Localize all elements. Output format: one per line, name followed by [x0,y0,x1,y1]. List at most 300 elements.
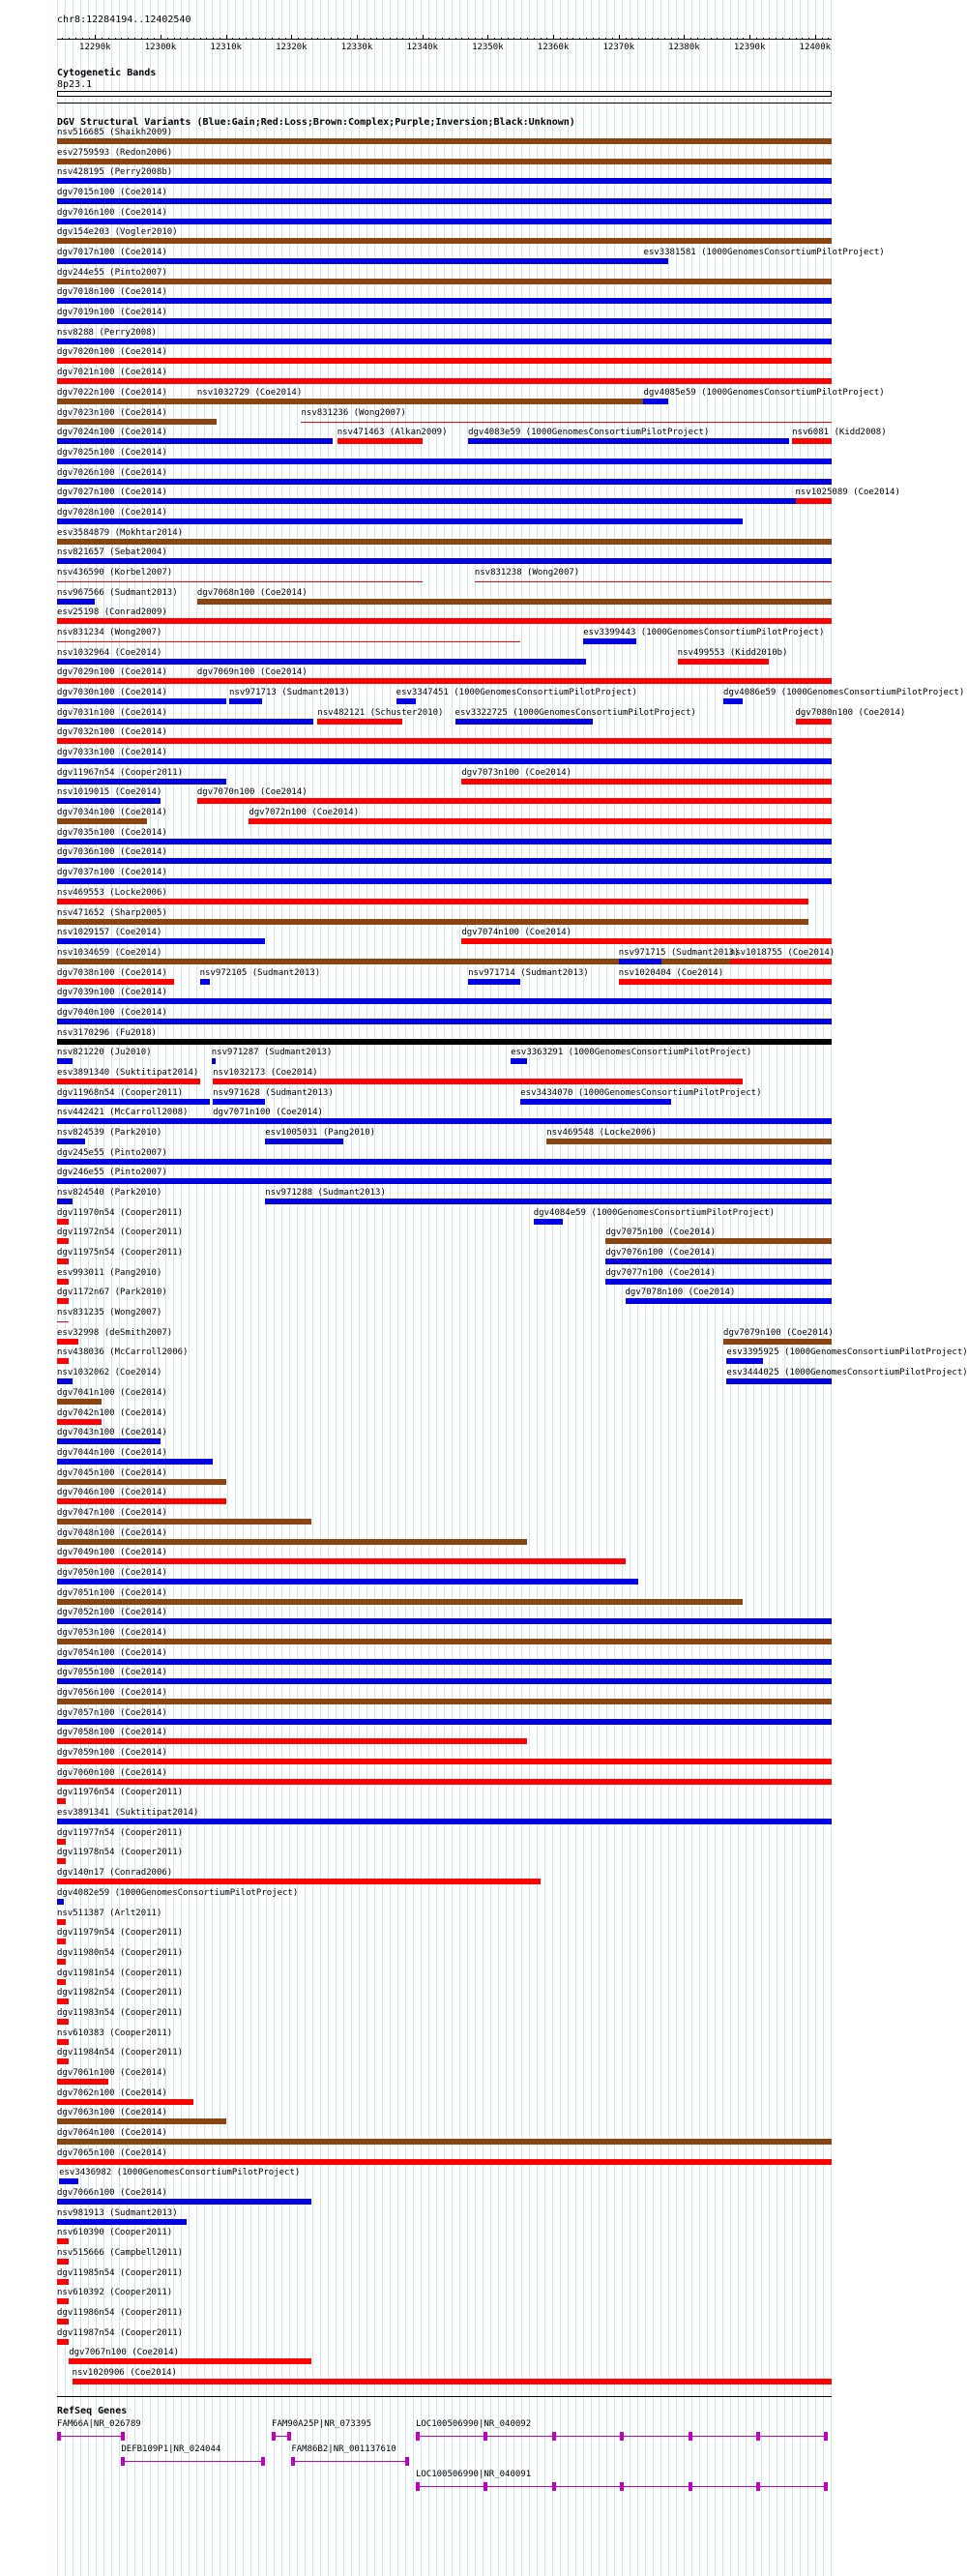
gene-exon[interactable] [552,2482,556,2491]
variant-label[interactable]: nsv1032062 (Coe2014) [57,1368,162,1378]
gene-label[interactable]: FAM86B2|NR_001137610 [291,2443,396,2454]
variant-label[interactable]: dgv7027n100 (Coe2014) [57,488,167,498]
variant-gain-bar[interactable] [534,1219,563,1225]
variant-label[interactable]: dgv4083e59 (1000GenomesConsortiumPilotProject) [468,428,710,438]
variant-label[interactable]: dgv245e55 (Pinto2007) [57,1147,167,1158]
variant-gain-bar[interactable] [57,858,832,864]
variant-label[interactable]: dgv7065n100 (Coe2014) [57,2147,167,2158]
variant-label[interactable]: nsv831234 (Wong2007) [57,628,162,637]
variant-loss-bar[interactable] [57,1238,69,1244]
variant-gain-bar[interactable] [213,1118,832,1124]
variant-loss-bar[interactable] [57,641,520,642]
variant-gain-bar[interactable] [57,198,832,204]
variant-complex-bar[interactable] [57,2118,226,2124]
variant-loss-bar[interactable] [796,719,832,725]
variant-loss-bar[interactable] [796,498,832,504]
variant-loss-bar[interactable] [57,1279,69,1285]
variant-label[interactable]: dgv11986n54 (Cooper2011) [57,2308,184,2319]
variant-gain-bar[interactable] [57,1058,73,1064]
variant-label[interactable]: dgv7073n100 (Coe2014) [461,767,572,778]
variant-loss-bar[interactable] [57,581,423,582]
variant-label[interactable]: nsv438036 (McCarroll2006) [57,1347,189,1358]
variant-label[interactable]: nsv831236 (Wong2007) [301,407,406,418]
variant-gain-bar[interactable] [57,1378,73,1384]
variant-label[interactable]: dgv7060n100 (Coe2014) [57,1767,167,1778]
variant-label[interactable]: nsv821657 (Sebat2004) [57,548,167,558]
variant-label[interactable]: dgv7037n100 (Coe2014) [57,868,167,878]
gene-label[interactable]: FAM90A25P|NR_073395 [272,2418,371,2429]
variant-loss-bar[interactable] [57,1738,527,1744]
variant-loss-bar[interactable] [57,1779,832,1785]
variant-label[interactable]: dgv4084e59 (1000GenomesConsortiumPilotProject) [533,1207,776,1218]
variant-label[interactable]: dgv7052n100 (Coe2014) [57,1608,167,1618]
variant-label[interactable]: dgv154e203 (Vogler2010) [57,227,178,238]
variant-loss-bar[interactable] [475,581,832,582]
variant-label[interactable]: dgv7030n100 (Coe2014) [57,688,167,698]
variant-gain-bar[interactable] [57,479,832,485]
variant-label[interactable]: dgv7017n100 (Coe2014) [57,248,167,258]
variant-loss-bar[interactable] [57,2298,69,2304]
gene-intron-line[interactable] [57,2436,125,2437]
gene-exon[interactable] [405,2457,409,2466]
variant-loss-bar[interactable] [337,438,423,444]
variant-gain-bar[interactable] [57,459,832,464]
variant-label[interactable]: dgv7058n100 (Coe2014) [57,1728,167,1738]
variant-complex-bar[interactable] [57,1479,226,1485]
variant-label[interactable]: dgv7076n100 (Coe2014) [605,1248,717,1258]
variant-complex-bar[interactable] [546,1139,832,1144]
variant-label[interactable]: nsv971713 (Sudmant2013) [229,688,350,698]
variant-label[interactable]: nsv499553 (Kidd2010b) [677,647,788,658]
variant-gain-bar[interactable] [57,1659,832,1665]
variant-gain-bar[interactable] [57,1438,161,1444]
variant-label[interactable]: dgv11979n54 (Cooper2011) [57,1928,184,1939]
variant-label[interactable]: nsv516685 (Shaikh2009) [57,128,173,137]
variant-gain-bar[interactable] [57,219,832,224]
variant-gain-bar[interactable] [57,2199,311,2205]
variant-label[interactable]: esv3436982 (1000GenomesConsortiumPilotProject) [59,2168,301,2178]
gene-intron-line[interactable] [291,2461,409,2462]
variant-gain-bar[interactable] [643,399,667,404]
variant-complex-bar[interactable] [57,1639,832,1644]
variant-gain-bar[interactable] [643,258,667,264]
variant-loss-bar[interactable] [69,2358,310,2364]
variant-label[interactable]: dgv11982n54 (Cooper2011) [57,1988,184,1999]
variant-gain-bar[interactable] [57,1459,213,1465]
variant-label[interactable]: esv3363291 (1000GenomesConsortiumPilotProject) [511,1048,752,1058]
variant-label[interactable]: esv3584879 (Mokhtar2014) [57,527,184,538]
variant-label[interactable]: dgv7070n100 (Coe2014) [196,787,308,798]
gene-exon[interactable] [689,2482,692,2491]
gene-exon[interactable] [689,2432,692,2441]
variant-gain-bar[interactable] [57,258,643,264]
variant-label[interactable]: dgv7041n100 (Coe2014) [57,1387,167,1398]
variant-label[interactable]: dgv7023n100 (Coe2014) [57,407,167,418]
variant-label[interactable]: nsv824540 (Park2010) [57,1188,162,1199]
variant-gain-bar[interactable] [57,719,313,725]
variant-label[interactable]: dgv11978n54 (Cooper2011) [57,1848,184,1858]
variant-label[interactable]: nsv469548 (Locke2006) [546,1128,658,1138]
variant-loss-bar[interactable] [730,959,832,964]
variant-label[interactable]: nsv442421 (McCarroll2008) [57,1108,189,1118]
variant-loss-bar[interactable] [73,2379,832,2384]
variant-gain-bar[interactable] [212,1058,216,1064]
variant-label[interactable]: dgv11981n54 (Cooper2011) [57,1968,184,1978]
variant-gain-bar[interactable] [57,758,832,764]
variant-complex-bar[interactable] [57,1519,311,1525]
variant-gain-bar[interactable] [57,438,333,444]
variant-loss-bar[interactable] [57,1321,69,1322]
variant-label[interactable]: dgv7078n100 (Coe2014) [625,1288,736,1298]
variant-label[interactable]: esv1005031 (Pang2010) [265,1128,376,1138]
variant-gain-bar[interactable] [57,698,226,704]
variant-gain-bar[interactable] [396,698,416,704]
variant-label[interactable]: dgv7056n100 (Coe2014) [57,1688,167,1699]
variant-gain-bar[interactable] [200,979,210,985]
variant-loss-bar[interactable] [57,1798,66,1804]
gene-label[interactable]: DEFB109P1|NR_024044 [121,2443,221,2454]
variant-label[interactable]: dgv7075n100 (Coe2014) [605,1228,717,1238]
variant-loss-bar[interactable] [57,2039,69,2045]
variant-loss-bar[interactable] [57,2319,69,2324]
variant-label[interactable]: esv32998 (deSmith2007) [57,1327,173,1338]
variant-gain-bar[interactable] [57,938,265,944]
variant-gain-bar[interactable] [265,1199,832,1204]
variant-complex-bar[interactable] [57,399,197,404]
variant-label[interactable]: esv2759593 (Redon2006) [57,147,173,158]
variant-gain-bar[interactable] [57,998,832,1004]
variant-label[interactable]: nsv471652 (Sharp2005) [57,907,167,918]
variant-gain-bar[interactable] [57,1019,832,1024]
variant-label[interactable]: dgv7069n100 (Coe2014) [196,667,308,678]
variant-label[interactable]: dgv11972n54 (Cooper2011) [57,1228,184,1238]
variant-label[interactable]: dgv7035n100 (Coe2014) [57,827,167,838]
variant-label[interactable]: nsv482121 (Schuster2010) [317,707,444,718]
variant-loss-bar[interactable] [317,719,402,725]
variant-gain-bar[interactable] [57,1719,832,1725]
variant-label[interactable]: nsv1032964 (Coe2014) [57,647,162,658]
variant-loss-bar[interactable] [57,2238,69,2244]
variant-label[interactable]: dgv7062n100 (Coe2014) [57,2087,167,2098]
variant-label[interactable]: dgv7054n100 (Coe2014) [57,1647,167,1658]
variant-loss-bar[interactable] [57,1839,66,1845]
variant-gain-bar[interactable] [57,798,161,804]
gene-exon[interactable] [552,2432,556,2441]
variant-label[interactable]: dgv11984n54 (Cooper2011) [57,2048,184,2058]
variant-label[interactable]: esv25198 (Conrad2009) [57,607,167,618]
variant-label[interactable]: esv3395925 (1000GenomesConsortiumPilotProject) [726,1347,968,1358]
variant-gain-bar[interactable] [57,839,832,844]
variant-label[interactable]: dgv7024n100 (Coe2014) [57,428,167,438]
variant-label[interactable]: dgv7071n100 (Coe2014) [213,1108,323,1118]
variant-label[interactable]: dgv7079n100 (Coe2014) [723,1327,834,1338]
gene-exon[interactable] [57,2432,61,2441]
variant-label[interactable]: dgv140n17 (Conrad2006) [57,1868,173,1879]
gene-exon[interactable] [620,2482,624,2491]
variant-loss-bar[interactable] [57,1258,69,1264]
variant-loss-bar[interactable] [678,659,770,665]
variant-label[interactable]: dgv11976n54 (Cooper2011) [57,1788,184,1798]
variant-label[interactable]: dgv1172n67 (Park2010) [57,1288,167,1298]
gene-exon[interactable] [416,2432,420,2441]
variant-complex-bar[interactable] [57,539,832,545]
variant-complex-bar[interactable] [57,419,217,425]
variant-label[interactable]: dgv7031n100 (Coe2014) [57,707,167,718]
variant-label[interactable]: dgv11968n54 (Cooper2011) [57,1087,184,1098]
variant-label[interactable]: nsv971287 (Sudmant2013) [211,1048,333,1058]
variant-complex-bar[interactable] [57,1399,102,1405]
variant-label[interactable]: dgv7021n100 (Coe2014) [57,368,167,378]
variant-loss-bar[interactable] [57,899,808,904]
variant-complex-bar[interactable] [57,818,147,824]
gene-exon[interactable] [272,2432,276,2441]
variant-label[interactable]: esv3891341 (Suktitipat2014) [57,1808,199,1819]
variant-loss-bar[interactable] [792,438,832,444]
variant-label[interactable]: nsv610392 (Cooper2011) [57,2288,173,2298]
variant-gain-bar[interactable] [726,1358,762,1364]
variant-loss-bar[interactable] [57,1858,66,1864]
variant-loss-bar[interactable] [301,422,832,423]
variant-label[interactable]: dgv7068n100 (Coe2014) [196,587,308,598]
variant-gain-bar[interactable] [57,659,586,665]
variant-label[interactable]: nsv436590 (Korbel2007) [57,567,173,577]
variant-loss-bar[interactable] [57,1879,541,1884]
variant-label[interactable]: dgv7018n100 (Coe2014) [57,287,167,298]
gene-exon[interactable] [824,2432,828,2441]
variant-label[interactable]: dgv7029n100 (Coe2014) [57,667,167,678]
variant-label[interactable]: nsv469553 (Locke2006) [57,887,167,898]
variant-label[interactable]: dgv7063n100 (Coe2014) [57,2108,167,2118]
gene-exon[interactable] [756,2482,760,2491]
variant-loss-bar[interactable] [57,2058,69,2064]
variant-loss-bar[interactable] [57,1339,78,1345]
variant-label[interactable]: dgv7057n100 (Coe2014) [57,1707,167,1718]
variant-loss-bar[interactable] [57,1419,102,1425]
variant-label[interactable]: dgv11967n54 (Cooper2011) [57,767,184,778]
cytoband-ideogram[interactable] [57,91,832,97]
variant-label[interactable]: dgv7059n100 (Coe2014) [57,1748,167,1759]
variant-gain-bar[interactable] [57,498,832,504]
variant-loss-bar[interactable] [213,1079,743,1084]
variant-complex-bar[interactable] [57,919,808,925]
variant-label[interactable]: dgv7051n100 (Coe2014) [57,1587,167,1598]
variant-loss-bar[interactable] [57,1959,66,1965]
variant-label[interactable]: dgv7025n100 (Coe2014) [57,447,167,458]
variant-label[interactable]: nsv971715 (Sudmant2013) [618,947,740,958]
variant-gain-bar[interactable] [57,779,226,785]
variant-unknown-bar[interactable] [57,1039,832,1045]
variant-complex-bar[interactable] [57,279,832,284]
variant-label[interactable]: dgv7032n100 (Coe2014) [57,727,167,738]
variant-gain-bar[interactable] [57,1099,210,1105]
variant-gain-bar[interactable] [468,979,520,985]
variant-complex-bar[interactable] [723,1339,832,1345]
variant-gain-bar[interactable] [57,558,832,564]
variant-label[interactable]: dgv7015n100 (Coe2014) [57,188,167,198]
variant-label[interactable]: dgv4086e59 (1000GenomesConsortiumPilotProject) [723,688,965,698]
variant-gain-bar[interactable] [57,298,832,304]
variant-gain-bar[interactable] [57,1178,832,1184]
variant-label[interactable]: dgv11983n54 (Cooper2011) [57,2007,184,2018]
variant-gain-bar[interactable] [723,698,743,704]
variant-gain-bar[interactable] [57,1618,832,1624]
variant-label[interactable]: nsv1025089 (Coe2014) [795,488,900,498]
variant-gain-bar[interactable] [57,1199,73,1204]
variant-label[interactable]: nsv3170296 (Fu2018) [57,1027,157,1038]
variant-label[interactable]: nsv831235 (Wong2007) [57,1308,162,1318]
variant-gain-bar[interactable] [57,2219,187,2225]
variant-loss-bar[interactable] [57,1979,66,1985]
variant-label[interactable]: dgv7074n100 (Coe2014) [461,928,572,938]
variant-complex-bar[interactable] [57,959,832,964]
variant-label[interactable]: dgv7040n100 (Coe2014) [57,1007,167,1018]
variant-gain-bar[interactable] [605,1279,832,1285]
variant-gain-bar[interactable] [229,698,262,704]
variant-loss-bar[interactable] [57,1999,69,2004]
variant-gain-bar[interactable] [57,1678,832,1684]
variant-label[interactable]: dgv11970n54 (Cooper2011) [57,1207,184,1218]
variant-label[interactable]: nsv1020404 (Coe2014) [618,967,724,978]
variant-label[interactable]: dgv7049n100 (Coe2014) [57,1548,167,1558]
variant-label[interactable]: nsv610390 (Cooper2011) [57,2228,173,2238]
variant-loss-bar[interactable] [57,1298,69,1304]
variant-label[interactable]: dgv4082e59 (1000GenomesConsortiumPilotProject) [57,1887,299,1898]
variant-label[interactable]: nsv831238 (Wong2007) [474,567,580,577]
variant-complex-bar[interactable] [57,1699,832,1704]
variant-label[interactable]: nsv1034659 (Coe2014) [57,947,162,958]
variant-label[interactable]: esv3381581 (1000GenomesConsortiumPilotProject) [643,248,885,258]
variant-complex-bar[interactable] [57,1539,527,1545]
variant-label[interactable]: dgv7043n100 (Coe2014) [57,1428,167,1438]
variant-label[interactable]: esv993011 (Pang2010) [57,1267,162,1278]
variant-loss-bar[interactable] [57,378,832,384]
variant-gain-bar[interactable] [57,1899,64,1905]
variant-gain-bar[interactable] [511,1058,527,1064]
variant-complex-bar[interactable] [197,399,644,404]
variant-gain-bar[interactable] [57,1139,85,1144]
variant-label[interactable]: nsv8288 (Perry2008) [57,327,157,338]
variant-loss-bar[interactable] [57,2099,193,2105]
variant-label[interactable]: esv3322725 (1000GenomesConsortiumPilotProject) [455,707,696,718]
variant-label[interactable]: dgv7022n100 (Coe2014) [57,387,167,398]
gene-exon[interactable] [620,2432,624,2441]
variant-label[interactable]: dgv7046n100 (Coe2014) [57,1488,167,1498]
gene-exon[interactable] [121,2457,125,2466]
variant-label[interactable]: nsv971628 (Sudmant2013) [213,1087,334,1098]
variant-label[interactable]: dgv11977n54 (Cooper2011) [57,1827,184,1838]
variant-gain-bar[interactable] [605,1258,832,1264]
variant-label[interactable]: dgv7080n100 (Coe2014) [795,707,906,718]
variant-complex-bar[interactable] [57,1599,743,1605]
variant-loss-bar[interactable] [57,2339,69,2345]
variant-label[interactable]: dgv246e55 (Pinto2007) [57,1168,167,1178]
variant-label[interactable]: nsv824539 (Park2010) [57,1128,162,1138]
variant-label[interactable]: esv3347451 (1000GenomesConsortiumPilotProject) [396,688,637,698]
variant-loss-bar[interactable] [57,358,832,364]
gene-label[interactable]: FAM66A|NR_026789 [57,2418,141,2429]
variant-loss-bar[interactable] [57,1919,66,1925]
variant-label[interactable]: dgv7064n100 (Coe2014) [57,2128,167,2138]
variant-label[interactable]: dgv7019n100 (Coe2014) [57,308,167,318]
gene-exon[interactable] [287,2432,291,2441]
variant-label[interactable]: dgv4085e59 (1000GenomesConsortiumPilotProject) [643,387,885,398]
variant-gain-bar[interactable] [619,959,661,964]
gene-exon[interactable] [261,2457,265,2466]
variant-gain-bar[interactable] [626,1298,832,1304]
variant-label[interactable]: nsv610383 (Cooper2011) [57,2028,173,2038]
variant-label[interactable]: nsv1020906 (Coe2014) [72,2368,177,2379]
variant-complex-bar[interactable] [57,159,832,164]
variant-label[interactable]: dgv7066n100 (Coe2014) [57,2188,167,2199]
variant-label[interactable]: nsv972105 (Sudmant2013) [199,967,321,978]
variant-label[interactable]: nsv6081 (Kidd2008) [792,428,887,438]
variant-gain-bar[interactable] [57,178,832,184]
variant-label[interactable]: esv3891340 (Suktitipat2014) [57,1067,199,1078]
variant-label[interactable]: dgv11975n54 (Cooper2011) [57,1248,184,1258]
variant-loss-bar[interactable] [57,1498,226,1504]
variant-label[interactable]: nsv1018755 (Coe2014) [729,947,836,958]
variant-complex-bar[interactable] [197,599,832,605]
variant-gain-bar[interactable] [265,1139,343,1144]
variant-label[interactable]: dgv7067n100 (Coe2014) [69,2348,180,2358]
variant-label[interactable]: nsv511387 (Arlt2011) [57,1908,162,1918]
variant-label[interactable]: dgv7033n100 (Coe2014) [57,748,167,758]
variant-label[interactable]: dgv7034n100 (Coe2014) [57,808,167,818]
variant-loss-bar[interactable] [57,2079,108,2085]
variant-label[interactable]: esv3399443 (1000GenomesConsortiumPilotProject) [583,628,825,637]
variant-gain-bar[interactable] [57,1819,832,1824]
variant-label[interactable]: dgv11985n54 (Cooper2011) [57,2267,184,2278]
gene-exon[interactable] [121,2432,125,2441]
variant-loss-bar[interactable] [461,779,832,785]
variant-label[interactable]: dgv7061n100 (Coe2014) [57,2067,167,2078]
variant-loss-bar[interactable] [57,2259,69,2265]
variant-gain-bar[interactable] [57,878,832,884]
gene-exon[interactable] [756,2432,760,2441]
variant-gain-bar[interactable] [726,1378,832,1384]
gene-exon[interactable] [291,2457,295,2466]
variant-loss-bar[interactable] [57,1939,66,1944]
gene-intron-line[interactable] [121,2461,265,2462]
variant-label[interactable]: nsv515666 (Campbell2011) [57,2248,184,2259]
variant-label[interactable]: dgv7028n100 (Coe2014) [57,507,167,518]
gene-exon[interactable] [416,2482,420,2491]
variant-label[interactable]: nsv971288 (Sudmant2013) [265,1188,386,1199]
variant-label[interactable]: esv3434070 (1000GenomesConsortiumPilotProject) [520,1087,762,1098]
variant-loss-bar[interactable] [57,678,197,684]
variant-label[interactable]: dgv7036n100 (Coe2014) [57,847,167,858]
gene-label[interactable]: LOC100506990|NR_040091 [415,2469,532,2479]
variant-loss-bar[interactable] [57,738,832,744]
variant-gain-bar[interactable] [57,1579,638,1584]
variant-label[interactable]: dgv7026n100 (Coe2014) [57,467,167,478]
variant-label[interactable]: dgv7042n100 (Coe2014) [57,1407,167,1418]
variant-gain-bar[interactable] [468,438,789,444]
variant-label[interactable]: dgv11980n54 (Cooper2011) [57,1947,184,1958]
variant-loss-bar[interactable] [461,938,832,944]
variant-label[interactable]: nsv1032729 (Coe2014) [196,387,303,398]
variant-loss-bar[interactable] [57,2159,832,2165]
gene-exon[interactable] [824,2482,828,2491]
variant-gain-bar[interactable] [59,2178,78,2184]
variant-loss-bar[interactable] [57,1358,69,1364]
gene-exon[interactable] [484,2482,487,2491]
variant-loss-bar[interactable] [57,2279,69,2285]
variant-loss-bar[interactable] [57,2019,69,2025]
variant-label[interactable]: dgv7055n100 (Coe2014) [57,1668,167,1678]
variant-label[interactable]: nsv428195 (Perry2008b) [57,167,173,178]
variant-gain-bar[interactable] [520,1099,671,1105]
